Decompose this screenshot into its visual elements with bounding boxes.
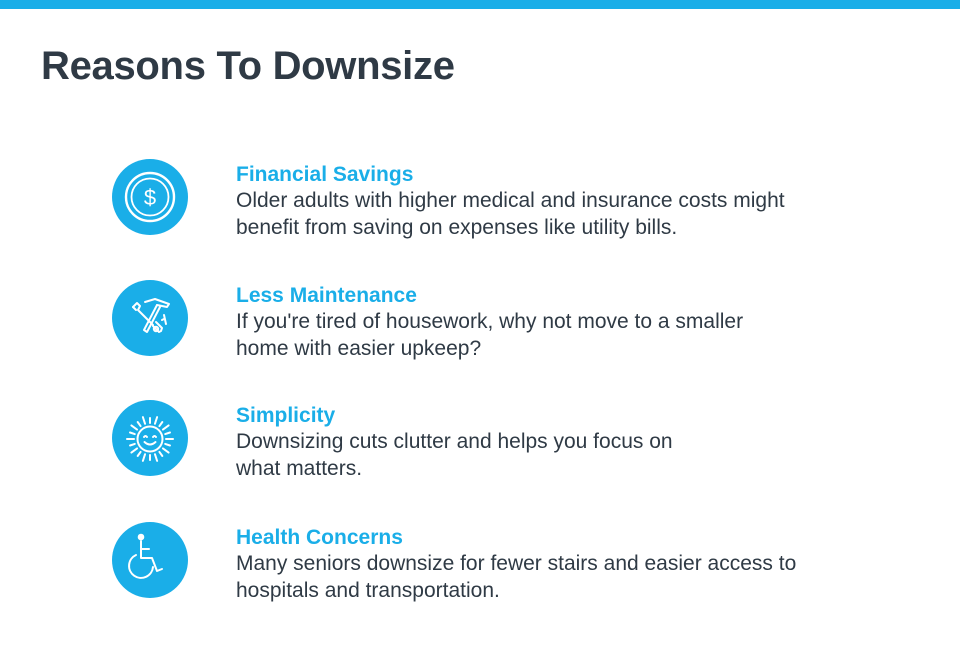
reason-health-concerns: [112, 522, 872, 602]
page-title: Reasons To Downsize: [41, 44, 455, 88]
smiling-sun-icon: [112, 400, 188, 476]
reason-description-line: hospitals and transportation.: [236, 578, 500, 602]
reason-description-line: Many seniors downsize for fewer stairs and easier access to: [236, 552, 797, 575]
hammer-wrench-icon: [112, 280, 188, 356]
svg-text:$: $: [143, 185, 157, 210]
dollar-coin-icon: [112, 159, 188, 235]
reason-less-maintenance: [112, 280, 872, 360]
reason-description-line: Downsizing cuts clutter and helps you focus on: [236, 430, 673, 453]
reason-heading: Simplicity: [236, 404, 336, 427]
reason-description-line: benefit from saving on expenses like utility bills.: [236, 215, 678, 239]
wheelchair-icon: [112, 522, 188, 598]
reason-heading: Less Maintenance: [236, 284, 417, 307]
reason-heading: Financial Savings: [236, 163, 414, 186]
reason-financial-savings: [112, 159, 872, 239]
reason-description-line: home with easier upkeep?: [236, 336, 482, 360]
reason-heading: Health Concerns: [236, 526, 403, 549]
reason-simplicity: [112, 400, 872, 480]
reason-description-line: Older adults with higher medical and insurance costs might: [236, 189, 785, 212]
reason-description-line: If you're tired of housework, why not move to a smaller: [236, 310, 744, 333]
reason-description-line: what matters.: [236, 456, 363, 480]
top-accent-bar: [0, 0, 960, 9]
